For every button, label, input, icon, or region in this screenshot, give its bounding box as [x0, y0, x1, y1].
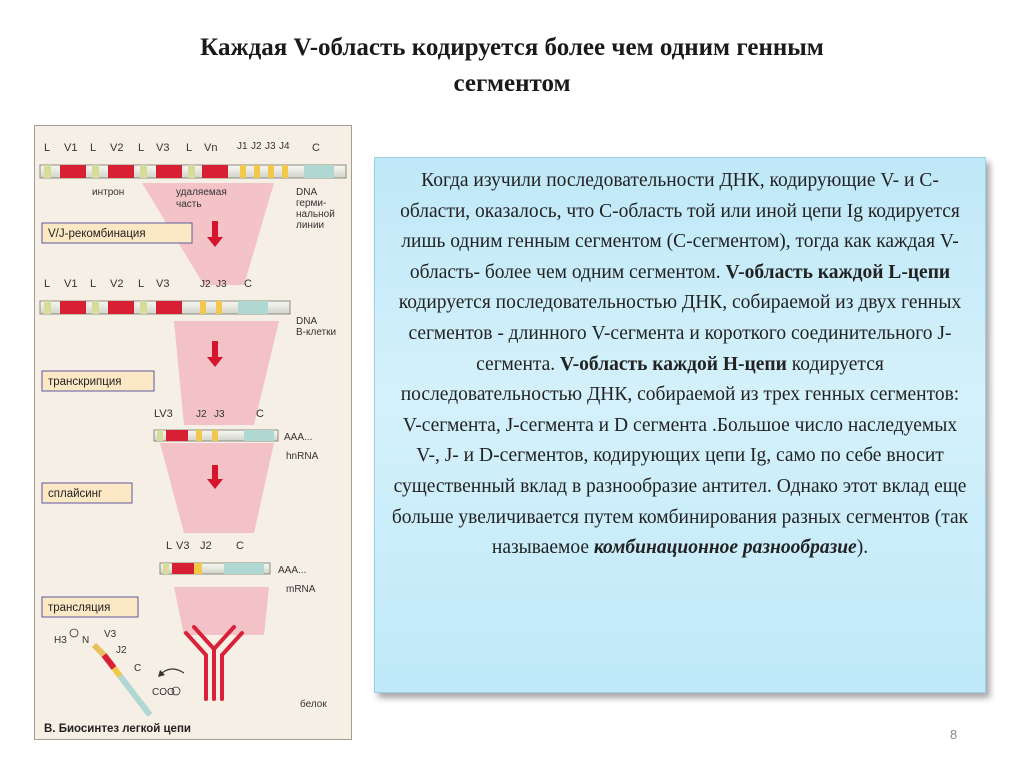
bc-label-l1: L — [44, 278, 51, 290]
step-transcription-label: транскрипция — [48, 376, 122, 388]
text-bold-italic-term: комбинационное разнообразие — [593, 537, 857, 559]
protein-label: белок — [300, 699, 327, 710]
gl-dna-label-4: линии — [296, 220, 325, 231]
band-4 — [174, 587, 269, 635]
bc-label-v2: V2 — [110, 278, 124, 290]
mr-label-v3: V3 — [176, 540, 190, 552]
title-line-2: сегментом — [453, 70, 571, 97]
text-bold-l-chain: V-область каждой L-цепи — [725, 261, 951, 283]
step-translation-label: трансляция — [48, 602, 111, 614]
gl-label-v1: V1 — [64, 142, 78, 154]
hnrna-label: hnRNA — [286, 451, 319, 462]
light-chain-biosynthesis-figure — [34, 125, 352, 740]
mr-polya: AAA... — [278, 565, 307, 576]
bc-dna-label-2: B-клетки — [296, 327, 337, 338]
gl-label-j1: J1 — [237, 141, 248, 152]
text-bold-h-chain: V-область каждой Н-цепи — [560, 353, 787, 375]
text-part-4: ). — [856, 537, 869, 559]
text-part-1: Когда изучили последовательности ДНК, кодирующие V- и С-области, оказалось, что С-область той или иной цепи Ig кодируется лишь одним генным сегментом (С-сегментом), тогда как каждая V-область- более чем одним сегментом. — [400, 170, 960, 283]
title-line-1: Каждая V-область кодируется более чем одним генным — [200, 34, 824, 61]
bc-label-j3: J3 — [216, 279, 227, 290]
protein-h3: H3 — [54, 635, 67, 646]
gl-dna-label-3: нальной — [296, 209, 335, 220]
hn-label-j2: J2 — [196, 409, 207, 420]
bc-dna-label-1: DNA — [296, 316, 318, 327]
slide-title — [40, 30, 984, 102]
gl-label-vn: Vn — [204, 142, 218, 154]
removed-label-2: часть — [176, 199, 202, 210]
bc-label-c: C — [244, 278, 252, 290]
gl-label-j3: J3 — [265, 141, 276, 152]
step-recombination-label: V/J-рекомбинация — [48, 228, 146, 240]
bc-label-j2: J2 — [200, 279, 211, 290]
bc-label-v3: V3 — [156, 278, 170, 290]
gl-label-l4: L — [186, 142, 193, 154]
hn-polya: AAA... — [284, 432, 313, 443]
protein-v3: V3 — [104, 629, 117, 640]
protein-n: N — [82, 635, 90, 646]
step-splicing-label: сплайсинг — [48, 488, 103, 500]
gl-label-v3: V3 — [156, 142, 170, 154]
gl-label-l2: L — [90, 142, 97, 154]
hn-label-j3: J3 — [214, 409, 225, 420]
text-part-2: кодируется последовательностью ДНК, собираемой из двух генных сегментов - длинного V-сегмента и короткого соединительного J-сегмента. — [398, 292, 962, 375]
mrna-label: mRNA — [286, 584, 316, 595]
gl-label-l1: L — [44, 142, 51, 154]
mr-label-l: L — [166, 540, 173, 552]
bc-label-l3: L — [138, 278, 145, 290]
gl-label-j2: J2 — [251, 141, 262, 152]
gl-label-c: C — [312, 142, 320, 154]
protein-c: C — [134, 663, 142, 674]
gl-label-v2: V2 — [110, 142, 124, 154]
text-part-3: кодируется последовательностью ДНК, собираемой из трех генных сегментов: V-сегмента, J-сегмента и D сегмента .Большое число наследуемых V-, J- и D-сегментов, кодирующих цепи Ig, само по себе вносит существенный вклад в разнообразие антител. Однако этот вклад еще больше увеличивается путем комбинирования разных сегментов (так называемое — [391, 353, 969, 559]
figure-svg — [34, 125, 352, 740]
protein-coo: COO — [152, 687, 175, 698]
figure-caption: В. Биосинтез легкой цепи — [44, 723, 191, 735]
mr-label-c: C — [236, 540, 244, 552]
removed-label-1: удаляемая — [176, 187, 227, 198]
gl-label-j4: J4 — [279, 141, 290, 152]
hn-label-lv3: LV3 — [154, 408, 173, 420]
gl-dna-label-2: герми- — [296, 198, 327, 209]
page-number: 8 — [950, 727, 958, 742]
bc-label-v1: V1 — [64, 278, 78, 290]
bc-label-l2: L — [90, 278, 97, 290]
gl-dna-label-1: DNA — [296, 187, 318, 198]
mr-label-j2: J2 — [200, 540, 212, 552]
hn-label-c: C — [256, 408, 264, 420]
explanation-text-box — [374, 157, 986, 693]
intron-label: интрон — [92, 187, 125, 198]
gl-label-l3: L — [138, 142, 145, 154]
protein-j2: J2 — [116, 645, 127, 656]
